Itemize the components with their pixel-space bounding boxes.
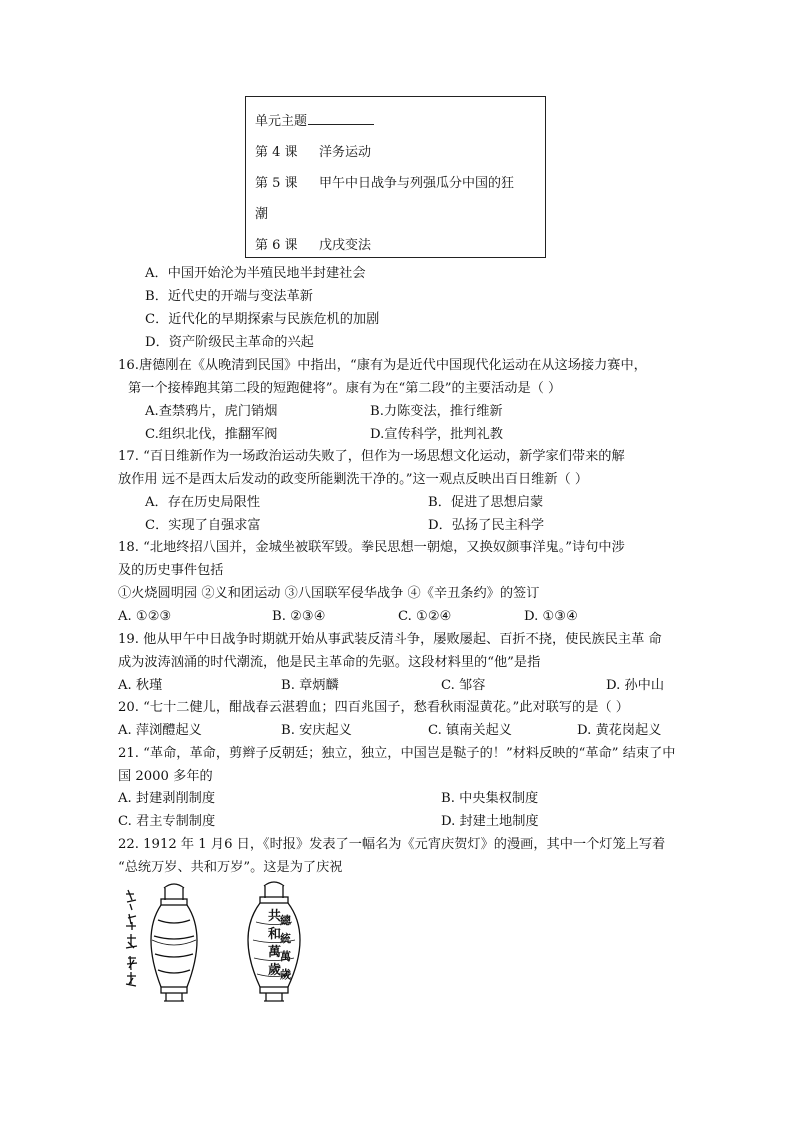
q16-option-c[interactable]: C.组织北伐，推翻军阀 — [145, 427, 278, 442]
lesson-row — [255, 141, 371, 160]
q16-stem-line2: 第一个接棒跑其第二段的短跑健将”。康有为在“第二段”的主要活动是（ ） — [128, 381, 562, 396]
q21-stem-line1: 21. “革命，革命，剪辫子反朝廷；独立，独立，中国岂是鞑子的！”材料反映的“革命” 结束了中 — [118, 746, 676, 761]
lesson-number: 第 4 课 — [255, 145, 298, 160]
lesson-number: 第 6 课 — [255, 238, 298, 253]
lesson-name: 洋务运动 — [319, 145, 372, 160]
q21-option-a[interactable]: A. 封建剥削制度 — [118, 791, 216, 806]
q21-option-c[interactable]: C. 君主专制制度 — [118, 814, 216, 829]
q18-option-b[interactable]: B. ②③④ — [272, 609, 326, 624]
unit-title-line — [255, 110, 374, 129]
q20-option-c[interactable]: C. 镇南关起义 — [428, 723, 512, 738]
q17-option-a[interactable]: A．存在历史局限性 — [145, 495, 261, 510]
q21-option-b[interactable]: B. 中央集权制度 — [441, 791, 539, 806]
svg-text:共: 共 — [268, 909, 282, 924]
svg-text:萬: 萬 — [280, 950, 291, 963]
q18-stem-line1: 18. “北地终招八国并，金城坐被联军毁。拳民思想一朝熄，又换奴颜事洋鬼。”诗句中涉 — [118, 540, 625, 555]
q19-option-d[interactable]: D. 孙中山 — [606, 678, 665, 693]
lesson-number: 第 5 课 — [255, 176, 298, 191]
q21-stem-line2: 国 2000 多年的 — [118, 769, 213, 784]
q21-option-d[interactable]: D. 封建土地制度 — [441, 814, 539, 829]
q15-option-d[interactable]: D．资产阶级民主革命的兴起 — [145, 335, 314, 350]
svg-text:總: 總 — [280, 914, 291, 927]
q16-stem-line1: 16.唐德刚在《从晚清到民国》中指出，“康有为是近代中国现代化运动在从这场接力赛中， — [118, 358, 647, 373]
svg-text:統: 統 — [280, 932, 291, 945]
q19-option-a[interactable]: A. 秋瑾 — [118, 678, 163, 693]
q19-option-b[interactable]: B. 章炳麟 — [281, 678, 339, 693]
q16-option-a[interactable]: A.查禁鸦片，虎门销烟 — [145, 404, 278, 419]
lesson-name: 戊戌变法 — [319, 238, 372, 253]
q18-option-d[interactable]: D. ①③④ — [524, 609, 578, 624]
q22-stem-line2: “总统万岁、共和万岁”。这是为了庆祝 — [118, 860, 343, 875]
q17-stem-line2: 放作用 远不是西太后发动的政变所能剿洗干净的。”这一观点反映出百日维新（ ） — [118, 472, 589, 487]
q19-option-c[interactable]: C. 邹容 — [441, 678, 486, 693]
q22-stem-line1: 22. 1912 年 1 月6 日，《时报》发表了一幅名为《元宵庆贺灯》的漫画，其中一个灯笼上写着 — [118, 837, 666, 852]
q19-stem-line2: 成为波涛汹涌的时代潮流，他是民主革命的先驱。这段材料里的“他”是指 — [118, 655, 541, 670]
q18-events: ①火烧圆明园 ②义和团运动 ③八国联军侵华战争 ④《辛丑条约》的签订 — [118, 586, 540, 601]
q15-option-b[interactable]: B．近代史的开端与变法革新 — [145, 289, 313, 304]
q17-option-b[interactable]: B．促进了思想启蒙 — [428, 495, 544, 510]
q20-option-d[interactable]: D. 黄花岗起义 — [577, 723, 662, 738]
q18-stem-line2: 及的历史事件包括 — [118, 563, 224, 578]
q18-option-c[interactable]: C. ①②④ — [398, 609, 452, 624]
unit-title: 单元主题 — [255, 114, 308, 129]
svg-text:和: 和 — [268, 927, 282, 942]
q16-option-b[interactable]: B.力陈变法，推行维新 — [370, 404, 503, 419]
lantern-cartoon-image — [118, 880, 314, 1008]
lesson-row — [255, 234, 371, 253]
lesson-name: 甲午中日战争与列强瓜分中国的狂 — [319, 176, 515, 191]
unit-theme-box — [245, 96, 546, 258]
q19-stem-line1: 19. 他从甲午中日战争时期就开始从事武装反清斗争，屡败屡起、百折不挠，使民族民主革 命 — [118, 632, 662, 647]
q20-option-b[interactable]: B. 安庆起义 — [281, 723, 352, 738]
lesson-row — [255, 172, 514, 191]
lesson-row — [255, 203, 268, 222]
q17-option-d[interactable]: D．弘扬了民主科学 — [428, 518, 545, 533]
q15-option-c[interactable]: C．近代化的早期探索与民族危机的加剧 — [145, 312, 380, 327]
q17-stem-line1: 17. “百日维新作为一场政治运动失败了，但作为一场思想文化运动，新学家们带来的解 — [118, 449, 625, 464]
q20-stem-line1: 20. “七十二健儿，酣战春云湛碧血；四百兆国子，愁看秋雨湿黄花。”此对联写的是（ ） — [118, 700, 629, 715]
svg-text:萬: 萬 — [268, 945, 282, 960]
q15-option-a[interactable]: A．中国开始沦为半殖民地半封建社会 — [145, 266, 366, 281]
lesson-name: 潮 — [255, 207, 269, 222]
q17-option-c[interactable]: C．实现了自强求富 — [145, 518, 261, 533]
svg-text:歲: 歲 — [280, 968, 291, 981]
unit-title-blank[interactable] — [308, 113, 374, 125]
q18-option-a[interactable]: A. ①②③ — [118, 609, 172, 624]
svg-text:歲: 歲 — [268, 963, 282, 978]
q16-option-d[interactable]: D.宣传科学，批判礼教 — [370, 427, 503, 442]
q20-option-a[interactable]: A. 萍浏醴起义 — [118, 723, 202, 738]
